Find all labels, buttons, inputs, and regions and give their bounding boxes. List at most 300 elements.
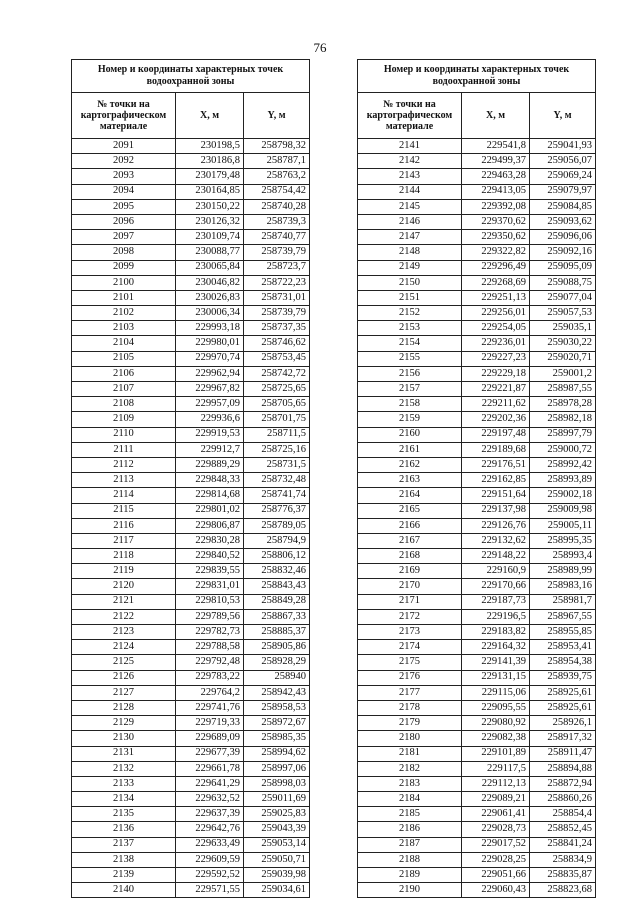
- table-row: [72, 655, 310, 670]
- y-coordinate-cell: 259069,24: [530, 169, 596, 184]
- x-coordinate-cell: 229095,55: [462, 700, 530, 715]
- x-coordinate-cell: 229028,73: [462, 822, 530, 837]
- x-coordinate-cell: 229170,66: [462, 579, 530, 594]
- y-coordinate-cell: 258993,4: [530, 549, 596, 564]
- y-coordinate-cell: 258798,32: [244, 139, 310, 154]
- y-coordinate-cell: 258987,55: [530, 382, 596, 397]
- x-coordinate-cell: 229164,32: [462, 640, 530, 655]
- point-number-cell: 2117: [72, 533, 176, 548]
- y-coordinate-cell: 258841,24: [530, 837, 596, 852]
- table-row: [72, 366, 310, 381]
- y-coordinate-cell: 258763,2: [244, 169, 310, 184]
- y-coordinate-cell: 258942,43: [244, 685, 310, 700]
- table-row: [358, 427, 596, 442]
- y-coordinate-cell: 258997,06: [244, 761, 310, 776]
- y-coordinate-cell: 258722,23: [244, 275, 310, 290]
- table-row: [358, 594, 596, 609]
- point-number-cell: 2130: [72, 731, 176, 746]
- y-coordinate-cell: 258953,41: [530, 640, 596, 655]
- table-row: [358, 184, 596, 199]
- point-number-cell: 2141: [358, 139, 462, 154]
- point-number-cell: 2097: [72, 230, 176, 245]
- table-row: [358, 700, 596, 715]
- table-row: [72, 883, 310, 898]
- x-coordinate-cell: 230065,84: [176, 260, 244, 275]
- table-row: [358, 792, 596, 807]
- y-coordinate-cell: 259030,22: [530, 336, 596, 351]
- table-row: [358, 655, 596, 670]
- x-coordinate-cell: 230026,83: [176, 290, 244, 305]
- table-row: [72, 700, 310, 715]
- point-number-cell: 2092: [72, 154, 176, 169]
- y-coordinate-cell: 258955,85: [530, 625, 596, 640]
- y-coordinate-cell: 258905,86: [244, 640, 310, 655]
- y-coordinate-cell: 258981,7: [530, 594, 596, 609]
- x-coordinate-cell: 229126,76: [462, 518, 530, 533]
- table-row: [358, 822, 596, 837]
- x-coordinate-cell: 230126,32: [176, 214, 244, 229]
- y-coordinate-cell: 258911,47: [530, 746, 596, 761]
- point-number-cell: 2169: [358, 564, 462, 579]
- table-row: [358, 442, 596, 457]
- x-coordinate-cell: 229370,62: [462, 214, 530, 229]
- x-coordinate-cell: 229141,39: [462, 655, 530, 670]
- x-coordinate-cell: 229801,02: [176, 503, 244, 518]
- point-number-cell: 2160: [358, 427, 462, 442]
- x-coordinate-cell: 229115,06: [462, 685, 530, 700]
- table-row: [358, 336, 596, 351]
- table-row: [358, 473, 596, 488]
- x-coordinate-cell: 229131,15: [462, 670, 530, 685]
- y-coordinate-cell: 259035,1: [530, 321, 596, 336]
- table-row: [72, 382, 310, 397]
- y-coordinate-cell: 258940: [244, 670, 310, 685]
- table-row: [72, 822, 310, 837]
- x-coordinate-cell: 229980,01: [176, 336, 244, 351]
- table-row: [358, 214, 596, 229]
- point-number-cell: 2140: [72, 883, 176, 898]
- table-row: [72, 746, 310, 761]
- x-coordinate-cell: 229197,48: [462, 427, 530, 442]
- table-row: [358, 625, 596, 640]
- x-coordinate-cell: 229256,01: [462, 306, 530, 321]
- y-coordinate-cell: 258740,28: [244, 199, 310, 214]
- table-row: [358, 503, 596, 518]
- point-number-cell: 2185: [358, 807, 462, 822]
- table-row: [72, 351, 310, 366]
- point-number-cell: 2188: [358, 852, 462, 867]
- x-coordinate-cell: 229814,68: [176, 488, 244, 503]
- point-number-cell: 2179: [358, 716, 462, 731]
- x-coordinate-cell: 229221,87: [462, 382, 530, 397]
- table-row: [72, 199, 310, 214]
- y-coordinate-cell: 258746,62: [244, 336, 310, 351]
- x-coordinate-cell: 229912,7: [176, 442, 244, 457]
- table-row: [358, 685, 596, 700]
- y-coordinate-cell: 258739,79: [244, 306, 310, 321]
- point-number-cell: 2170: [358, 579, 462, 594]
- table-row: [72, 427, 310, 442]
- table-row: [358, 397, 596, 412]
- point-number-cell: 2091: [72, 139, 176, 154]
- x-coordinate-cell: 229993,18: [176, 321, 244, 336]
- x-coordinate-cell: 229541,8: [462, 139, 530, 154]
- table-row: [358, 761, 596, 776]
- y-coordinate-cell: 258852,45: [530, 822, 596, 837]
- y-coordinate-cell: 258725,16: [244, 442, 310, 457]
- x-coordinate-cell: 229187,73: [462, 594, 530, 609]
- point-number-cell: 2150: [358, 275, 462, 290]
- point-number-cell: 2131: [72, 746, 176, 761]
- point-number-cell: 2149: [358, 260, 462, 275]
- point-number-cell: 2187: [358, 837, 462, 852]
- x-coordinate-cell: 229211,62: [462, 397, 530, 412]
- x-coordinate-cell: 229082,38: [462, 731, 530, 746]
- point-number-cell: 2184: [358, 792, 462, 807]
- table-row: [72, 716, 310, 731]
- x-coordinate-cell: 230006,34: [176, 306, 244, 321]
- table-title: Номер и координаты характерных точек водоохранной зоны: [72, 60, 310, 93]
- table-row: [72, 761, 310, 776]
- point-number-cell: 2132: [72, 761, 176, 776]
- y-coordinate-cell: 259056,07: [530, 154, 596, 169]
- table-row: [72, 230, 310, 245]
- x-coordinate-cell: 229463,28: [462, 169, 530, 184]
- coordinates-table-left: [71, 59, 310, 898]
- point-number-cell: 2139: [72, 868, 176, 883]
- table-row: [72, 549, 310, 564]
- y-coordinate-cell: 259002,18: [530, 488, 596, 503]
- y-coordinate-cell: 258737,35: [244, 321, 310, 336]
- x-coordinate-cell: 229609,59: [176, 852, 244, 867]
- point-number-cell: 2147: [358, 230, 462, 245]
- table-row: [72, 503, 310, 518]
- point-number-cell: 2133: [72, 776, 176, 791]
- point-number-cell: 2183: [358, 776, 462, 791]
- y-coordinate-cell: 258939,75: [530, 670, 596, 685]
- point-number-cell: 2127: [72, 685, 176, 700]
- table-row: [72, 260, 310, 275]
- x-coordinate-cell: 229137,98: [462, 503, 530, 518]
- y-coordinate-cell: 258711,5: [244, 427, 310, 442]
- table-row: [72, 290, 310, 305]
- table-row: [72, 609, 310, 624]
- x-coordinate-cell: 229806,87: [176, 518, 244, 533]
- point-number-cell: 2126: [72, 670, 176, 685]
- point-number-cell: 2175: [358, 655, 462, 670]
- x-coordinate-cell: 229789,56: [176, 609, 244, 624]
- table-row: [358, 746, 596, 761]
- point-number-cell: 2113: [72, 473, 176, 488]
- table-row: [358, 321, 596, 336]
- x-coordinate-cell: 229741,76: [176, 700, 244, 715]
- y-coordinate-cell: 259084,85: [530, 199, 596, 214]
- y-coordinate-cell: 259034,61: [244, 883, 310, 898]
- point-number-cell: 2155: [358, 351, 462, 366]
- y-coordinate-cell: 259053,14: [244, 837, 310, 852]
- point-number-cell: 2115: [72, 503, 176, 518]
- point-number-cell: 2148: [358, 245, 462, 260]
- point-number-cell: 2093: [72, 169, 176, 184]
- x-coordinate-cell: 229229,18: [462, 366, 530, 381]
- y-coordinate-cell: 259011,69: [244, 792, 310, 807]
- x-coordinate-cell: 229783,22: [176, 670, 244, 685]
- y-coordinate-cell: 258739,3: [244, 214, 310, 229]
- y-coordinate-cell: 258741,74: [244, 488, 310, 503]
- y-coordinate-cell: 259057,53: [530, 306, 596, 321]
- column-header-point: № точки на картографическом материале: [72, 93, 176, 139]
- table-row: [72, 245, 310, 260]
- x-coordinate-cell: 229499,37: [462, 154, 530, 169]
- table-row: [72, 640, 310, 655]
- y-coordinate-cell: 258823,68: [530, 883, 596, 898]
- column-header-x: X, м: [176, 93, 244, 139]
- point-number-cell: 2165: [358, 503, 462, 518]
- point-number-cell: 2186: [358, 822, 462, 837]
- y-coordinate-cell: 259041,93: [530, 139, 596, 154]
- table-row: [358, 533, 596, 548]
- point-number-cell: 2151: [358, 290, 462, 305]
- point-number-cell: 2157: [358, 382, 462, 397]
- point-number-cell: 2110: [72, 427, 176, 442]
- x-coordinate-cell: 230164,85: [176, 184, 244, 199]
- y-coordinate-cell: 259093,62: [530, 214, 596, 229]
- point-number-cell: 2136: [72, 822, 176, 837]
- table-row: [72, 457, 310, 472]
- table-row: [358, 609, 596, 624]
- y-coordinate-cell: 258954,38: [530, 655, 596, 670]
- point-number-cell: 2099: [72, 260, 176, 275]
- table-row: [72, 321, 310, 336]
- x-coordinate-cell: 229112,13: [462, 776, 530, 791]
- x-coordinate-cell: 229392,08: [462, 199, 530, 214]
- table-row: [72, 533, 310, 548]
- y-coordinate-cell: 258885,37: [244, 625, 310, 640]
- y-coordinate-cell: 258985,35: [244, 731, 310, 746]
- table-row: [72, 685, 310, 700]
- column-header-y: Y, м: [530, 93, 596, 139]
- x-coordinate-cell: 229028,25: [462, 852, 530, 867]
- point-number-cell: 2190: [358, 883, 462, 898]
- point-number-cell: 2153: [358, 321, 462, 336]
- point-number-cell: 2138: [72, 852, 176, 867]
- x-coordinate-cell: 230109,74: [176, 230, 244, 245]
- x-coordinate-cell: 229661,78: [176, 761, 244, 776]
- x-coordinate-cell: 229089,21: [462, 792, 530, 807]
- x-coordinate-cell: 229764,2: [176, 685, 244, 700]
- point-number-cell: 2168: [358, 549, 462, 564]
- y-coordinate-cell: 259050,71: [244, 852, 310, 867]
- table-row: [358, 868, 596, 883]
- x-coordinate-cell: 229017,52: [462, 837, 530, 852]
- x-coordinate-cell: 229183,82: [462, 625, 530, 640]
- y-coordinate-cell: 258835,87: [530, 868, 596, 883]
- y-coordinate-cell: 259043,39: [244, 822, 310, 837]
- y-coordinate-cell: 258967,55: [530, 609, 596, 624]
- x-coordinate-cell: 230198,5: [176, 139, 244, 154]
- y-coordinate-cell: 258789,05: [244, 518, 310, 533]
- table-row: [358, 306, 596, 321]
- y-coordinate-cell: 258998,03: [244, 776, 310, 791]
- x-coordinate-cell: 229254,05: [462, 321, 530, 336]
- point-number-cell: 2137: [72, 837, 176, 852]
- x-coordinate-cell: 230186,8: [176, 154, 244, 169]
- point-number-cell: 2166: [358, 518, 462, 533]
- table-row: [72, 731, 310, 746]
- y-coordinate-cell: 258925,61: [530, 700, 596, 715]
- x-coordinate-cell: 229689,09: [176, 731, 244, 746]
- point-number-cell: 2123: [72, 625, 176, 640]
- y-coordinate-cell: 258742,72: [244, 366, 310, 381]
- point-number-cell: 2119: [72, 564, 176, 579]
- table-row: [72, 776, 310, 791]
- point-number-cell: 2107: [72, 382, 176, 397]
- x-coordinate-cell: 229571,55: [176, 883, 244, 898]
- point-number-cell: 2095: [72, 199, 176, 214]
- y-coordinate-cell: 258732,48: [244, 473, 310, 488]
- table-row: [358, 412, 596, 427]
- y-coordinate-cell: 258740,77: [244, 230, 310, 245]
- x-coordinate-cell: 229051,66: [462, 868, 530, 883]
- point-number-cell: 2106: [72, 366, 176, 381]
- column-header-x: X, м: [462, 93, 530, 139]
- x-coordinate-cell: 229967,82: [176, 382, 244, 397]
- point-number-cell: 2103: [72, 321, 176, 336]
- y-coordinate-cell: 259025,83: [244, 807, 310, 822]
- y-coordinate-cell: 258978,28: [530, 397, 596, 412]
- x-coordinate-cell: 229160,9: [462, 564, 530, 579]
- point-number-cell: 2176: [358, 670, 462, 685]
- x-coordinate-cell: 229080,92: [462, 716, 530, 731]
- x-coordinate-cell: 229592,52: [176, 868, 244, 883]
- table-row: [72, 184, 310, 199]
- x-coordinate-cell: 229151,64: [462, 488, 530, 503]
- table-row: [72, 169, 310, 184]
- y-coordinate-cell: 258894,88: [530, 761, 596, 776]
- point-number-cell: 2158: [358, 397, 462, 412]
- point-number-cell: 2181: [358, 746, 462, 761]
- page-number: 76: [313, 40, 327, 55]
- y-coordinate-cell: 258794,9: [244, 533, 310, 548]
- point-number-cell: 2129: [72, 716, 176, 731]
- table-row: [358, 852, 596, 867]
- y-coordinate-cell: 259001,2: [530, 366, 596, 381]
- point-number-cell: 2143: [358, 169, 462, 184]
- table-row: [358, 290, 596, 305]
- y-coordinate-cell: 258983,16: [530, 579, 596, 594]
- table-row: [72, 306, 310, 321]
- table-row: [358, 351, 596, 366]
- table-row: [358, 230, 596, 245]
- point-number-cell: 2114: [72, 488, 176, 503]
- point-number-cell: 2112: [72, 457, 176, 472]
- table-row: [358, 199, 596, 214]
- x-coordinate-cell: 229176,51: [462, 457, 530, 472]
- table-row: [358, 776, 596, 791]
- y-coordinate-cell: 259005,11: [530, 518, 596, 533]
- table-row: [358, 837, 596, 852]
- y-coordinate-cell: 258867,33: [244, 609, 310, 624]
- x-coordinate-cell: 229189,68: [462, 442, 530, 457]
- x-coordinate-cell: 230150,22: [176, 199, 244, 214]
- point-number-cell: 2128: [72, 700, 176, 715]
- table-row: [358, 716, 596, 731]
- y-coordinate-cell: 258725,65: [244, 382, 310, 397]
- column-header-y: Y, м: [244, 93, 310, 139]
- y-coordinate-cell: 258958,53: [244, 700, 310, 715]
- table-row: [72, 488, 310, 503]
- point-number-cell: 2105: [72, 351, 176, 366]
- point-number-cell: 2152: [358, 306, 462, 321]
- x-coordinate-cell: 229236,01: [462, 336, 530, 351]
- point-number-cell: 2145: [358, 199, 462, 214]
- table-row: [72, 792, 310, 807]
- y-coordinate-cell: 259079,97: [530, 184, 596, 199]
- table-row: [358, 731, 596, 746]
- x-coordinate-cell: 229268,69: [462, 275, 530, 290]
- y-coordinate-cell: 259088,75: [530, 275, 596, 290]
- x-coordinate-cell: 229810,53: [176, 594, 244, 609]
- table-row: [358, 457, 596, 472]
- table-row: [72, 670, 310, 685]
- x-coordinate-cell: 229840,52: [176, 549, 244, 564]
- table-row: [72, 442, 310, 457]
- table-body-left: [72, 139, 310, 898]
- table-row: [72, 868, 310, 883]
- y-coordinate-cell: 259000,72: [530, 442, 596, 457]
- y-coordinate-cell: 258928,29: [244, 655, 310, 670]
- y-coordinate-cell: 258860,26: [530, 792, 596, 807]
- table-row: [358, 260, 596, 275]
- y-coordinate-cell: 258993,89: [530, 473, 596, 488]
- x-coordinate-cell: 229677,39: [176, 746, 244, 761]
- y-coordinate-cell: 258731,5: [244, 457, 310, 472]
- x-coordinate-cell: 229227,23: [462, 351, 530, 366]
- x-coordinate-cell: 229296,49: [462, 260, 530, 275]
- x-coordinate-cell: 229788,58: [176, 640, 244, 655]
- point-number-cell: 2108: [72, 397, 176, 412]
- x-coordinate-cell: 229162,85: [462, 473, 530, 488]
- x-coordinate-cell: 229848,33: [176, 473, 244, 488]
- table-row: [358, 670, 596, 685]
- point-number-cell: 2120: [72, 579, 176, 594]
- x-coordinate-cell: 229889,29: [176, 457, 244, 472]
- x-coordinate-cell: 229642,76: [176, 822, 244, 837]
- point-number-cell: 2142: [358, 154, 462, 169]
- y-coordinate-cell: 258994,62: [244, 746, 310, 761]
- table-row: [72, 837, 310, 852]
- y-coordinate-cell: 258997,79: [530, 427, 596, 442]
- x-coordinate-cell: 230179,48: [176, 169, 244, 184]
- x-coordinate-cell: 229148,22: [462, 549, 530, 564]
- table-row: [72, 518, 310, 533]
- table-row: [72, 397, 310, 412]
- y-coordinate-cell: 258701,75: [244, 412, 310, 427]
- x-coordinate-cell: 229350,62: [462, 230, 530, 245]
- point-number-cell: 2171: [358, 594, 462, 609]
- table-row: [72, 564, 310, 579]
- table-row: [358, 883, 596, 898]
- table-row: [358, 549, 596, 564]
- y-coordinate-cell: 259039,98: [244, 868, 310, 883]
- y-coordinate-cell: 259077,04: [530, 290, 596, 305]
- coordinates-table-right: [357, 59, 596, 898]
- x-coordinate-cell: 229919,53: [176, 427, 244, 442]
- y-coordinate-cell: 259095,09: [530, 260, 596, 275]
- table-row: [72, 625, 310, 640]
- table-row: [72, 412, 310, 427]
- point-number-cell: 2156: [358, 366, 462, 381]
